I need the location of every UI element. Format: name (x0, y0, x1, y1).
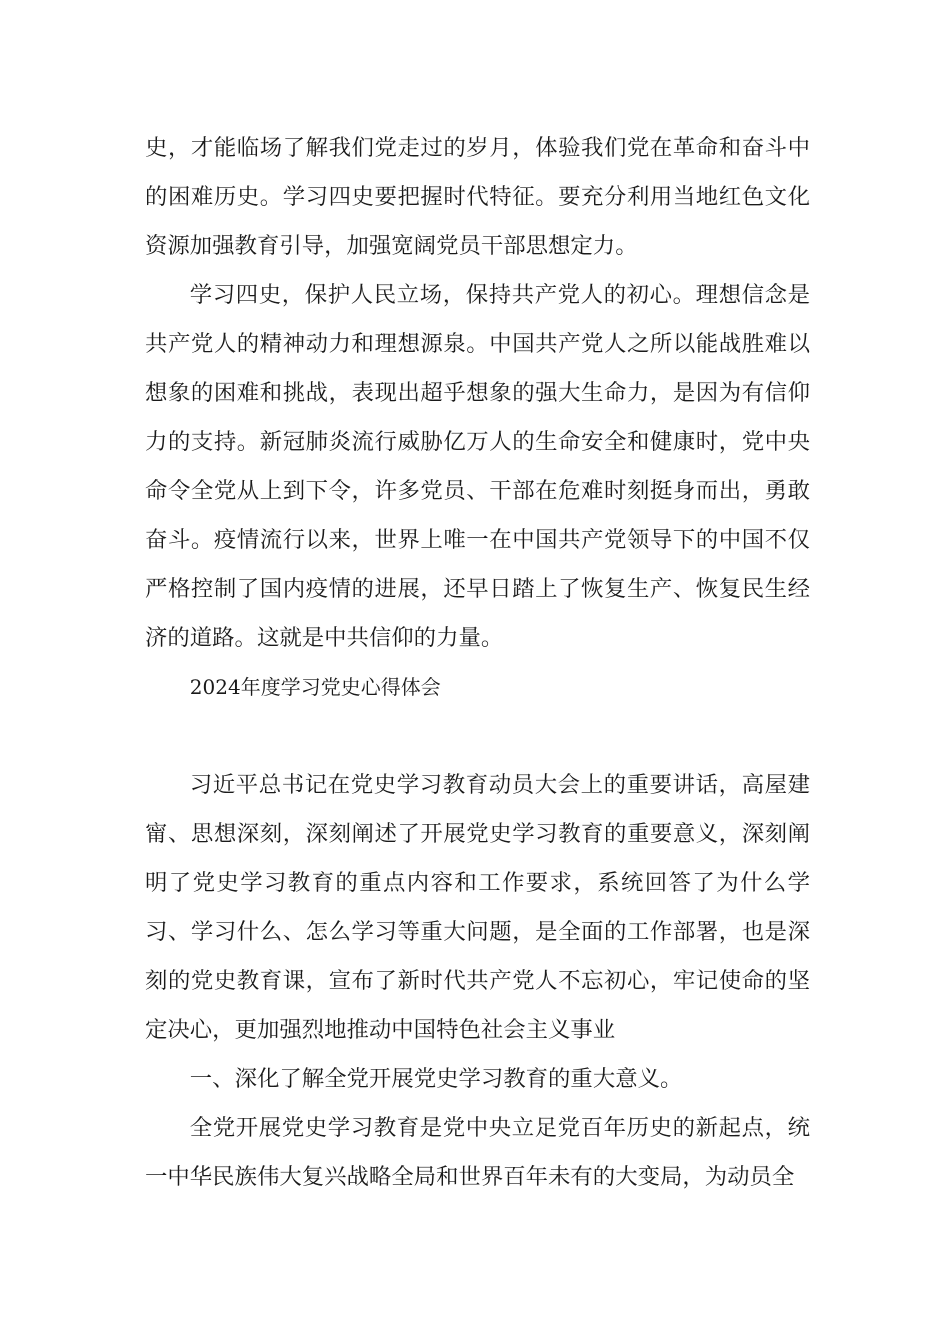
document-body (145, 124, 810, 1202)
paragraph-four-histories: 学习四史，保护人民立场，保持共产党人的初心。理想信念是共产党人的精神动力和理想源泉。中国共产党人之所以能战胜难以想象的困难和挑战，表现出超乎想象的强大生命力，是因为有信仰力的支持。新冠肺炎流行威胁亿万人的生命安全和健康时，党中央命令全党从上到下令，许多党员、干部在危难时刻挺身而出，勇敢奋斗。疫情流行以来，世界上唯一在中国共产党领导下的中国不仅严格控制了国内疫情的进展，还早日踏上了恢复生产、恢复民生经济的道路。这就是中共信仰的力量。 (145, 282, 810, 651)
blank-line (145, 712, 810, 761)
paragraph-continued: 史，才能临场了解我们党走过的岁月，体验我们党在革命和奋斗中的困难历史。学习四史要把握时代特征。要充分利用当地红色文化资源加强教育引导，加强宽阔党员干部思想定力。 (145, 135, 810, 259)
paragraph-speech: 习近平总书记在党史学习教育动员大会上的重要讲话，高屋建甯、思想深刻，深刻阐述了开展党史学习教育的重要意义，深刻阐明了党史学习教育的重点内容和工作要求，系统回答了为什么学习、学习什么、怎么学习等重大问题，是全面的工作部署，也是深刻的党史教育课，宣布了新时代共产党人不忘初心，牢记使命的坚定决心，更加强烈地推动中国特色社会主义事业 (145, 772, 810, 1043)
paragraph-significance: 全党开展党史学习教育是党中央立足党百年历史的新起点，统一中华民族伟大复兴战略全局和世界百年未有的大变局，为动员全 (145, 1115, 810, 1190)
document-title: 2024年度学习党史心得体会 (189, 675, 441, 699)
section-heading-1: 一、深化了解全党开展党史学习教育的重大意义。 (189, 1066, 683, 1092)
